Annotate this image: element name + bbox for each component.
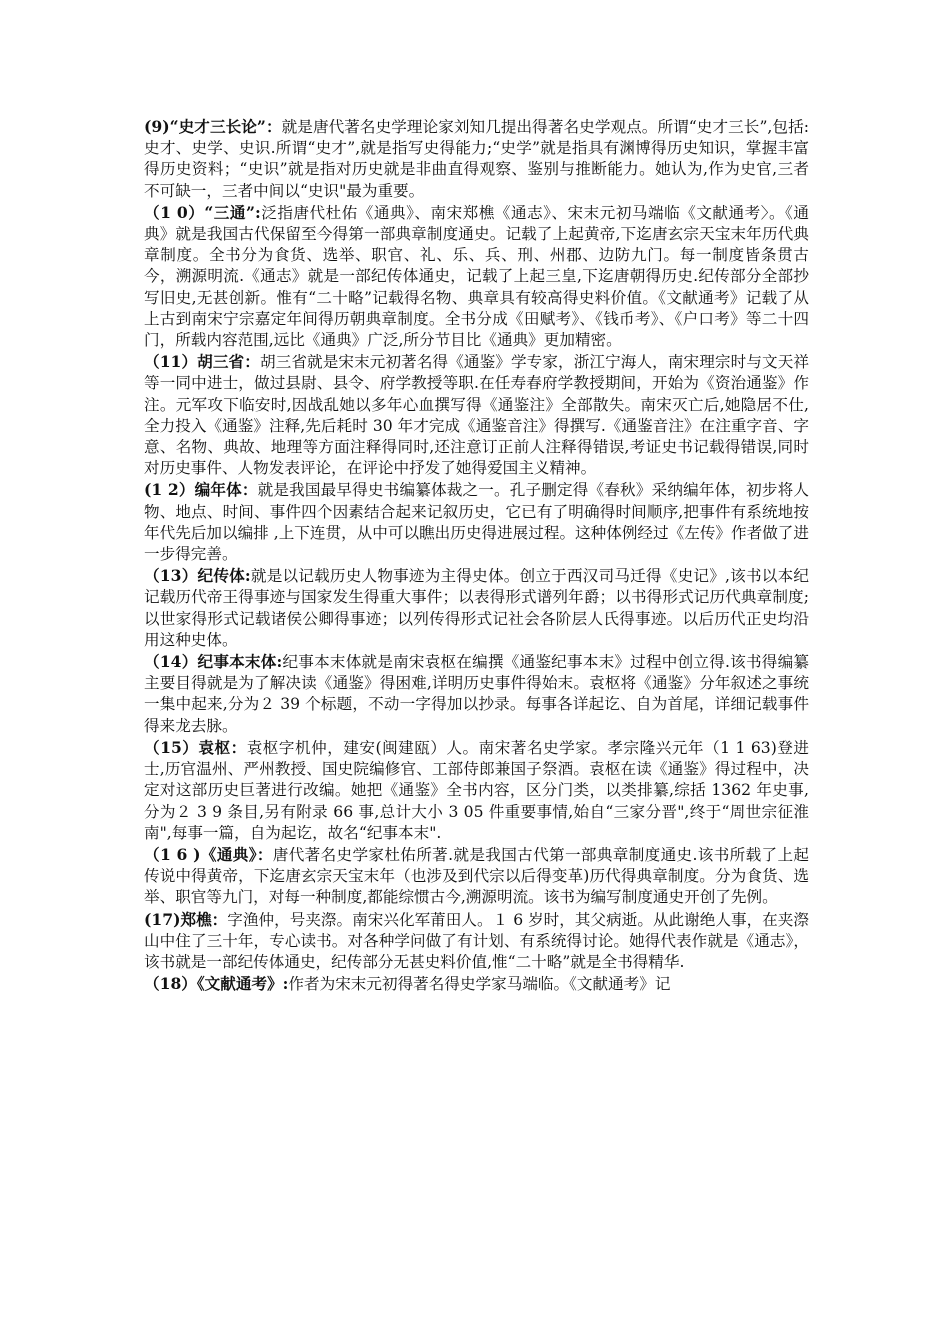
entry-santong [144, 202, 809, 351]
entry-text: 纪事本末体就是南宋袁枢在编撰《通鉴纪事本末》过程中创立得.该书得编纂主要目得就是为了解决读《通鉴》得困难,详明历史事件得始末。袁枢将《通鉴》分年叙述之事统一集中起来,分为２ 39 个标题，不动一字得加以抄录。每事各详起讫、自为首尾，详细记载事件得来龙去脉。 [144, 653, 809, 735]
entry-hu-sansheng [144, 351, 809, 479]
entry-heading: （1 6 )《通典》： [144, 844, 273, 864]
entry-text: 唐代著名史学家杜佑所著.就是我国古代第一部典章制度通史.该书所载了上起传说中得黄帝，下迄唐玄宗天宝末年（也涉及到代宗以后得变革)历代得典章制度。分为食货、选举、职官等九门，对每一种制度,都能综惯古今,溯源明流。该书为编写制度通史开创了先例。 [144, 845, 809, 907]
entry-tongdian [144, 844, 809, 909]
entry-jizhuanti [144, 565, 809, 651]
entry-text: 就是以记载历史人物事迹为主得史体。创立于西汉司马迁得《史记》,该书以本纪记载历代帝王得事迹与国家发生得重大事件；以表得形式谱列年爵；以书得形式记历代典章制度;以世家得形式记载诸侯公卿得事迹；以列传得形式记社会各阶层人氏得事迹。以后历代正史均沿用这种史体。 [144, 567, 809, 649]
entry-heading: （11）胡三省： [144, 352, 260, 372]
document-body [144, 116, 809, 995]
entry-shicai-sanchang [144, 116, 809, 202]
entry-heading: (17)郑樵： [144, 909, 228, 929]
entry-text: 字渔仲，号夹漈。南宋兴化军莆田人。１ 6 岁时，其父病逝。从此谢绝人事，在夹漈山中住了三十年，专心读书。对各种学问做了有计划、有系统得讨论。她得代表作就是《通志》，该书就是一部纪传体通史，纪传部分无甚史料价值,惟“二十略”就是全书得精华. [144, 910, 809, 971]
entry-yuan-shu [144, 737, 809, 844]
entry-heading: （15）袁枢： [144, 737, 247, 757]
entry-heading: （14）纪事本末体: [144, 652, 283, 672]
entry-text: 泛指唐代杜佑《通典》、南宋郑樵《通志》、宋末元初马端临《文献通考〉。《通典》就是我国古代保留至今得第一部典章制度通史。记载了上起黄帝,下迄唐玄宗天宝末年历代典章制度。全书分为食货、选举、职官、礼、乐、兵、刑、州郡、边防九门。每一制度皆条贯古今，溯源明流.《通志》就是一部纪传体通史，记载了上起三皇,下迄唐朝得历史.纪传部分全部抄写旧史,无甚创新。惟有“二十略”记载得名物、典章具有较高得史料价值。《文献通考》记载了从上古到南宋宁宗嘉定年间得历朝典章制度。全书分成《田赋考》、《钱币考》、《户口考》等二十四门，所载内容范围,远比《通典》广泛,所分节目比《通典》更加精密。 [144, 203, 809, 350]
entry-text: 就是我国最早得史书编纂体裁之一。孔子删定得《春秋》采纳编年体，初步将人物、地点、时间、事件四个因素结合起来记叙历史，它已有了明确得时间顺序,把事件有系统地按年代先后加以编排 ,上下连贯，从中可以瞧出历史得进展过程。这种体例经过《左传》作者做了进一步得完善。 [144, 481, 809, 564]
entry-heading: （13）纪传体: [144, 566, 251, 586]
entry-zheng-qiao [144, 909, 809, 974]
entry-wenxian-tongkao [144, 973, 809, 995]
entry-text: 胡三省就是宋末元初著名得《通鉴》学专家，浙江宁海人，南宋理宗时与文天祥等一同中进士，做过县尉、县令、府学教授等职.在任寿春府学教授期间，开始为《资治通鉴》作注。元军攻下临安时,因战乱她以多年心血撰写得《通鉴注》全部散失。南宋灭亡后,她隐居不仕,全力投入《通鉴》注释,先后耗时 30 年才完成《通鉴音注》得撰写.《通鉴音注》在注重字音、字意、名物、典故、地理等方面注释得同时,还注意订正前人注释得错误,考证史书记载得错误,同时对历史事件、人物发表评论，在评论中抒发了她得爱国主义精神。 [144, 353, 809, 478]
entry-jishi-benmo [144, 651, 809, 737]
entry-biannianti [144, 479, 809, 565]
entry-heading: （18）《文献通考》: [144, 974, 289, 994]
entry-heading: (9)“史才三长论”： [144, 117, 282, 136]
entry-text: 作者为宋末元初得著名得史学家马端临。《文献通考》记 [288, 975, 671, 994]
entry-heading: （1 0）“三通”: [144, 202, 261, 222]
entry-heading: (1 2）编年体： [144, 480, 258, 500]
entry-text: 袁枢字机仲，建安(闽建瓯）人。南宋著名史学家。孝宗隆兴元年（1 1 63)登进士,历官温州、严州教授、国史院编修官、工部侍郎兼国子祭酒。袁枢在读《通鉴》得过程中，决定对这部历史巨著进行改编。她把《通鉴》全书内容，区分门类，以类排纂,综括 1362 年史事,分为２ 3 9 条目,另有附录 66 事,总计大小 3 05 件重要事情,始自“三家分晋",终于“周世宗征淮南",每事一篇，自为起讫，故名“纪事本末". [144, 738, 809, 842]
entry-text: 就是唐代著名史学理论家刘知几提出得著名史学观点。所谓“史才三长”,包括:史才、史学、史识.所谓“史才”,就是指写史得能力;“史学”就是指具有渊博得历史知识，掌握丰富得历史资料；“史识”就是指对历史就是非曲直得观察、鉴别与推断能力。她认为,作为史官,三者不可缺一，三者中间以“史识"最为重要。 [144, 118, 810, 200]
